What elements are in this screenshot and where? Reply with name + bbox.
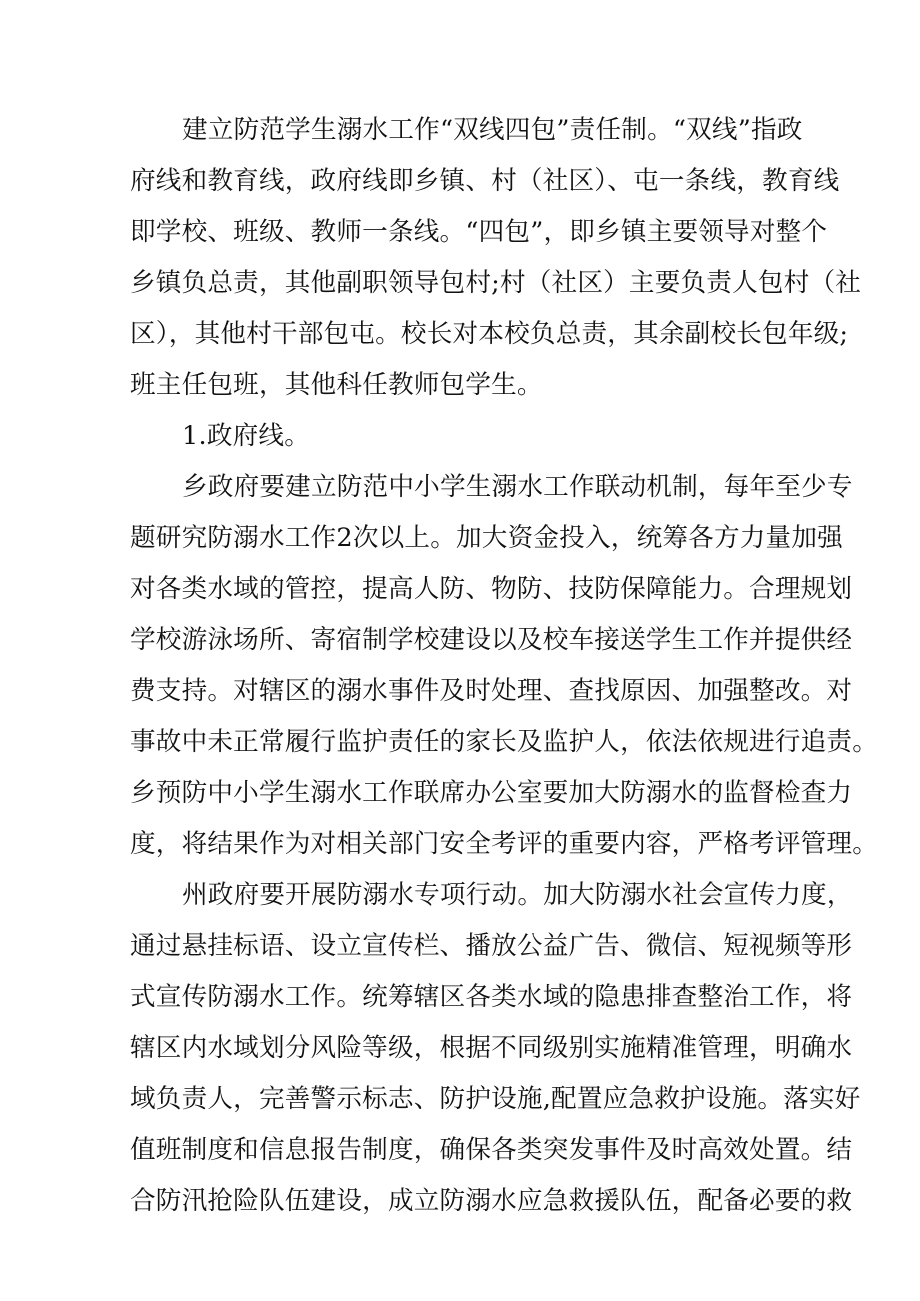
paragraph-2-line-8: 度，将结果作为对相关部门安全考评的重要内容，严格考评管理。 <box>130 829 879 859</box>
paragraph-1-line-4: 乡镇负总责，其他副职领导包村;村（社区）主要负责人包村（社 <box>130 268 862 298</box>
paragraph-2-line-7: 乡预防中小学生溺水工作联席办公室要加大防溺水的监督检查力 <box>130 778 853 808</box>
paragraph-2-line-2: 题研究防溺水工作2次以上。加大资金投入，统筹各方力量加强 <box>130 523 843 553</box>
paragraph-1-line-6: 班主任包班，其他科任教师包学生。 <box>130 370 543 400</box>
paragraph-3-line-5: 域负责人，完善警示标志、防护设施,配置应急救护设施。落实好 <box>130 1084 861 1114</box>
paragraph-3-line-7: 合防汛抢险队伍建设，成立防溺水应急救援队伍，配备必要的救 <box>130 1186 853 1216</box>
paragraph-3-line-6: 值班制度和信息报告制度，确保各类突发事件及时高效处置。结 <box>130 1135 853 1165</box>
paragraph-1-line-1: 建立防范学生溺水工作“双线四包”责任制。“双线”指政 <box>182 115 803 145</box>
paragraph-2-line-6: 事故中未正常履行监护责任的家长及监护人，依法依规进行追责。 <box>130 727 879 757</box>
paragraph-3-line-3: 式宣传防溺水工作。统筹辖区各类水域的隐患排查整治工作，将 <box>130 982 853 1012</box>
paragraph-3-line-1: 州政府要开展防溺水专项行动。加大防溺水社会宣传力度， <box>182 880 853 910</box>
paragraph-2-line-1: 乡政府要建立防范中小学生溺水工作联动机制，每年至少专 <box>182 472 853 502</box>
paragraph-3-line-4: 辖区内水域划分风险等级，根据不同级别实施精准管理，明确水 <box>130 1033 853 1063</box>
paragraph-2-line-5: 费支持。对辖区的溺水事件及时处理、查找原因、加强整改。对 <box>130 676 853 706</box>
paragraph-2-line-4: 学校游泳场所、寄宿制学校建设以及校车接送学生工作并提供经 <box>130 625 853 655</box>
paragraph-1-line-5: 区），其他村干部包屯。校长对本校负总责，其余副校长包年级; <box>130 319 849 349</box>
paragraph-3-line-2: 通过悬挂标语、设立宣传栏、播放公益广告、微信、短视频等形 <box>130 931 853 961</box>
paragraph-2-line-3: 对各类水域的管控，提高人防、物防、技防保障能力。合理规划 <box>130 574 853 604</box>
paragraph-1-line-2: 府线和教育线，政府线即乡镇、村（社区）、屯一条线，教育线 <box>130 166 840 196</box>
paragraph-1-line-3: 即学校、班级、教师一条线。“四包”，即乡镇主要领导对整个 <box>130 217 828 247</box>
section-heading: 1.政府线。 <box>182 421 310 451</box>
